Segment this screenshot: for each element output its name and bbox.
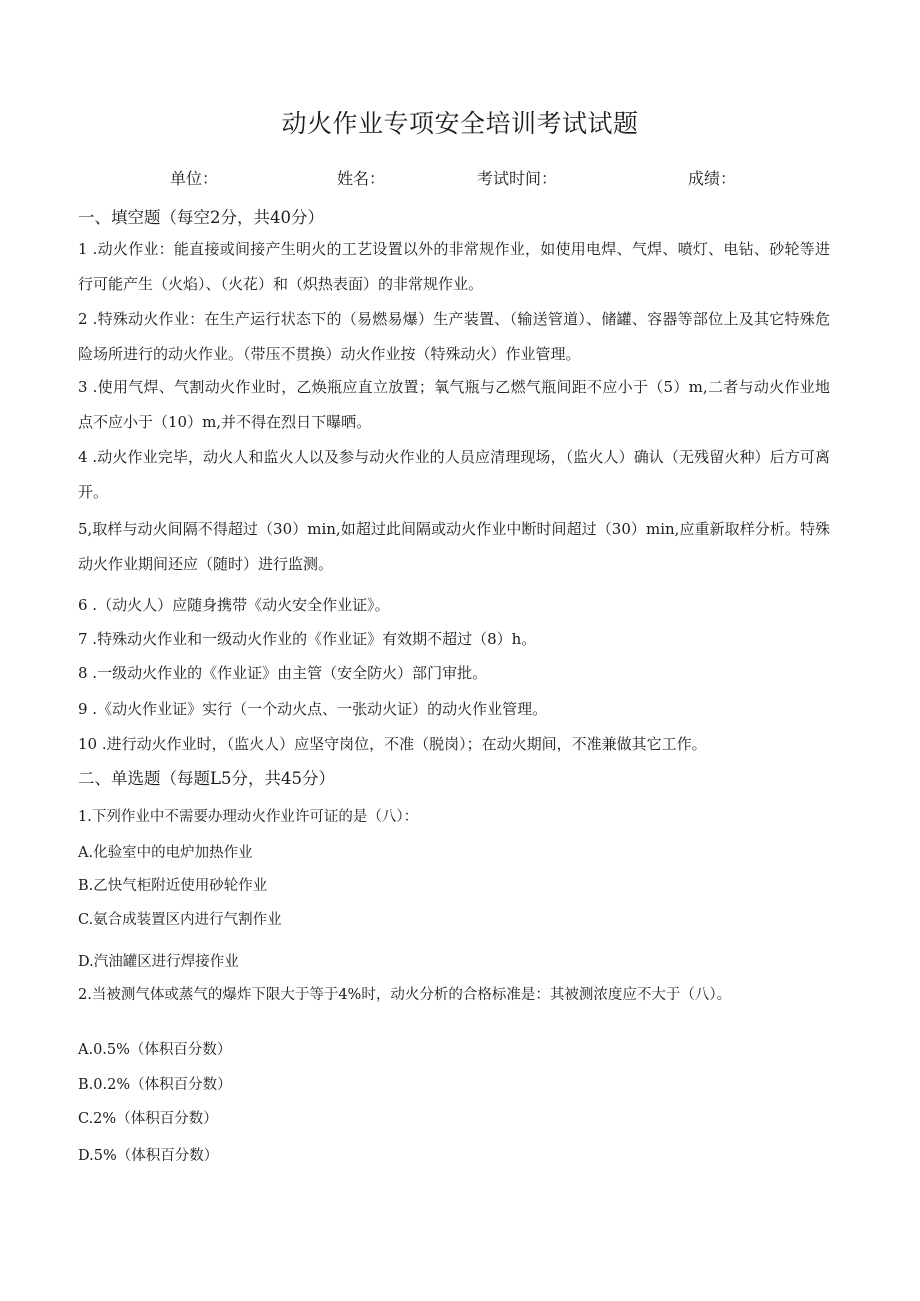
answer-option: C.2%（体积百分数）: [78, 1111, 218, 1127]
page-title: 动火作业专项安全培训考试试题: [281, 109, 639, 138]
fill-blank-item: 5,取样与动火间隔不得超过（30）min,如超过此间隔或动火作业中断时间超过（30）min,应重新取样分析。特殊动火作业期间还应（随时）进行监测。: [78, 520, 830, 573]
answer-option: D.5%（体积百分数）: [78, 1148, 219, 1164]
fill-blank-item: 4 .动火作业完毕，动火人和监火人以及参与动火作业的人员应清理现场，（监火人）确认（无残留火种）后方可离开。: [78, 448, 830, 501]
fill-blank-item: 2 .特殊动火作业：在生产运行状态下的（易燃易爆）生产装置、（输送管道）、储罐、容器等部位上及其它特殊危险场所进行的动火作业。（带压不贯换）动火作业按（特殊动火）作业管理。: [78, 310, 830, 363]
fill-blank-item: 9 .《动火作业证》实行（一个动火点、一张动火证）的动火作业管理。: [78, 700, 548, 718]
answer-option: A.化验室中的电炉加热作业: [78, 845, 253, 861]
fill-blank-item: 6 .（动火人）应随身携带《动火安全作业证》。: [78, 596, 390, 614]
fill-blank-item: 10 .进行动火作业时，（监火人）应坚守岗位，不准（脱岗）；在动火期间，不准兼做其它工作。: [78, 735, 707, 753]
answer-option: B.乙快气柜附近使用砂轮作业: [78, 878, 268, 894]
fill-blank-item: 7 .特殊动火作业和一级动火作业的《作业证》有效期不超过（8）h。: [78, 630, 537, 648]
name-label: 姓名：: [337, 169, 386, 188]
score-label: 成绩：: [688, 169, 737, 188]
answer-option: A.0.5%（体积百分数）: [78, 1042, 232, 1058]
answer-option: C.氨合成装置区内进行气割作业: [78, 912, 282, 928]
section-heading-fill-blank: 一、填空题（每空2分，共40分）: [78, 208, 324, 227]
unit-label: 单位：: [170, 169, 219, 188]
section-heading-single-choice: 二、单选题（每题L5分，共45分）: [78, 769, 335, 788]
question-stem: 2.当被测气体或蒸气的爆炸下限大于等于4%时，动火分析的合格标准是：其被测浓度应不大于（八）。: [78, 987, 732, 1003]
exam-time-label: 考试时间：: [477, 169, 558, 188]
answer-option: B.0.2%（体积百分数）: [78, 1077, 232, 1093]
exam-info-row: [0, 166, 920, 190]
question-stem: 1.下列作业中不需要办理动火作业许可证的是（八）：: [78, 809, 419, 825]
fill-blank-item: 3 .使用气焊、气割动火作业时，乙焕瓶应直立放置；氧气瓶与乙燃气瓶间距不应小于（5）m,二者与动火作业地点不应小于（10）m,并不得在烈日下曝晒。: [78, 378, 830, 431]
answer-option: D.汽油罐区进行焊接作业: [78, 954, 239, 970]
fill-blank-item: 1 .动火作业：能直接或间接产生明火的工艺设置以外的非常规作业，如使用电焊、气焊、喷灯、电钻、砂轮等进行可能产生（火焰）、（火花）和（炽热表面）的非常规作业。: [78, 240, 830, 293]
fill-blank-item: 8 .一级动火作业的《作业证》由主管（安全防火）部门审批。: [78, 664, 488, 682]
